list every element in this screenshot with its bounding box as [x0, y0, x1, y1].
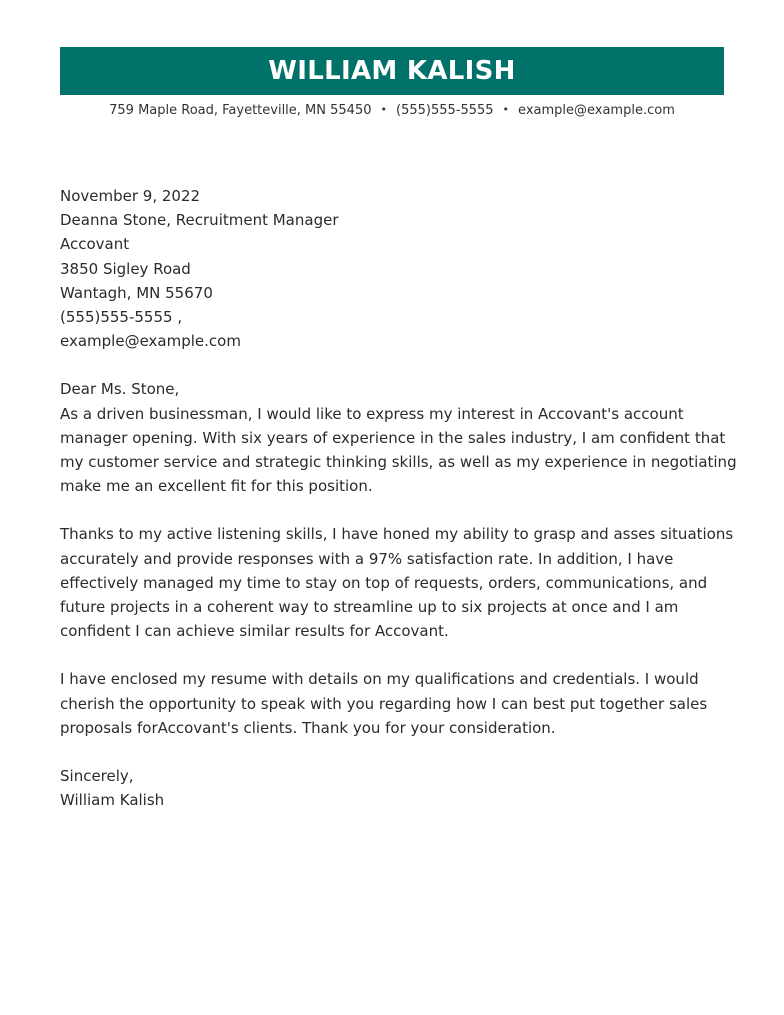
- paragraph-line: future projects in a coherent way to streamline up to six projects at once and I am: [60, 598, 679, 617]
- paragraph-line: my customer service and strategic thinking skills, as well as my experience in negotiating: [60, 453, 737, 472]
- paragraph-line: I have enclosed my resume with details on my qualifications and credentials. I would: [60, 670, 699, 689]
- recipient-block: [60, 208, 724, 353]
- closing: Sincerely,: [60, 767, 134, 786]
- body-paragraph-1: [60, 402, 737, 499]
- salutation: Dear Ms. Stone,: [60, 380, 180, 399]
- header-banner: [60, 47, 724, 95]
- paragraph-line: accurately and provide responses with a 97% satisfaction rate. In addition, I have: [60, 549, 674, 568]
- contact-info: [60, 103, 724, 118]
- paragraph-line: effectively managed my time to stay on top of requests, orders, communications, and: [60, 573, 708, 592]
- paragraph-line: make me an excellent fit for this position.: [60, 477, 373, 496]
- closing-block: [60, 764, 724, 812]
- paragraph-line: Thanks to my active listening skills, I have honed my ability to grasp and asses situations: [60, 525, 734, 544]
- letter-date: November 9, 2022: [60, 187, 201, 205]
- paragraph-line: proposals forAccovant's clients. Thank you for your consideration.: [60, 718, 556, 737]
- paragraph-line: manager opening. With six years of experience in the sales industry, I am confident that: [60, 428, 726, 447]
- recipient-name-title: Deanna Stone, Recruitment Manager: [60, 211, 339, 230]
- bullet-separator-icon: •: [502, 103, 510, 116]
- body-paragraph-2: [60, 522, 734, 643]
- bullet-separator-icon: •: [380, 103, 387, 116]
- recipient-email: example@example.com: [60, 332, 241, 351]
- signature-name: William Kalish: [60, 791, 165, 810]
- contact-email: example@example.com: [518, 103, 675, 118]
- recipient-company: Accovant: [60, 235, 130, 254]
- body-paragraph-3: [60, 667, 724, 740]
- letter-body: [60, 184, 737, 812]
- contact-address: 759 Maple Road, Fayetteville, MN 55450: [109, 103, 372, 118]
- paragraph-line: cherish the opportunity to speak with you regarding how I can best put together sales: [60, 694, 708, 713]
- recipient-street: 3850 Sigley Road: [60, 259, 191, 278]
- contact-phone: (555)555-5555: [396, 103, 494, 118]
- applicant-name: WILLIAM KALISH: [268, 56, 516, 86]
- paragraph-line: confident I can achieve similar results for Accovant.: [60, 622, 449, 641]
- recipient-phone: (555)555-5555 ,: [60, 308, 183, 327]
- recipient-city-state-zip: Wantagh, MN 55670: [60, 283, 213, 302]
- paragraph-line: As a driven businessman, I would like to express my interest in Accovant's account: [60, 404, 684, 423]
